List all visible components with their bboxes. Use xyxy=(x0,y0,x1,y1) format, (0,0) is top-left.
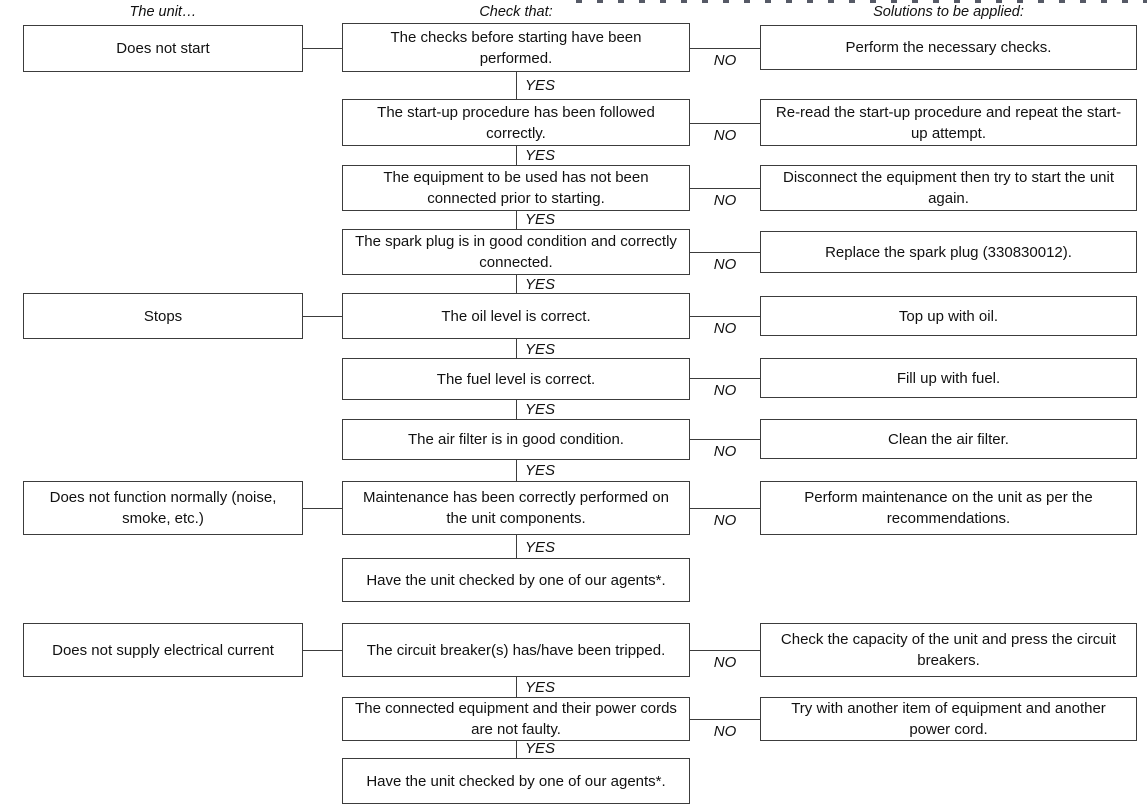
check-box: The oil level is correct. xyxy=(342,293,690,339)
no-label: NO xyxy=(713,723,737,740)
check-box: Have the unit checked by one of our agents*. xyxy=(342,758,690,804)
check-box: The fuel level is correct. xyxy=(342,358,690,400)
no-connector xyxy=(690,188,760,209)
no-label: NO xyxy=(713,192,737,209)
yes-label: YES xyxy=(525,740,556,757)
no-connector xyxy=(690,650,760,671)
check-box: The start-up procedure has been followed correctly. xyxy=(342,99,690,146)
yes-label: YES xyxy=(525,147,556,164)
connector-line xyxy=(303,508,342,509)
solution-box: Check the capacity of the unit and press the circuit breakers. xyxy=(760,623,1137,677)
yes-label: YES xyxy=(525,679,556,696)
yes-label: YES xyxy=(525,211,556,228)
column-header-unit: The unit… xyxy=(129,4,197,20)
no-label: NO xyxy=(713,443,737,460)
no-label: NO xyxy=(713,320,737,337)
problem-box-does-not-start: Does not start xyxy=(23,25,303,72)
solution-box: Fill up with fuel. xyxy=(760,358,1137,398)
no-connector xyxy=(690,123,760,144)
solution-box: Top up with oil. xyxy=(760,296,1137,336)
connector-line xyxy=(303,650,342,651)
check-box: The air filter is in good condition. xyxy=(342,419,690,460)
problem-box-no-electric-current: Does not supply electrical current xyxy=(23,623,303,677)
check-box: The connected equipment and their power cords are not faulty. xyxy=(342,697,690,741)
solution-box: Re-read the start-up procedure and repeat the start-up attempt. xyxy=(760,99,1137,146)
connector-line xyxy=(303,48,342,49)
solution-box: Replace the spark plug (330830012). xyxy=(760,231,1137,273)
yes-label: YES xyxy=(525,77,556,94)
no-label: NO xyxy=(713,654,737,671)
check-box: The spark plug is in good condition and correctly connected. xyxy=(342,229,690,275)
problem-box-stops: Stops xyxy=(23,293,303,339)
check-box: The circuit breaker(s) has/have been tripped. xyxy=(342,623,690,677)
connector-line xyxy=(516,211,517,229)
no-connector xyxy=(690,508,760,529)
check-box: Maintenance has been correctly performed on the unit components. xyxy=(342,481,690,535)
check-box: The checks before starting have been performed. xyxy=(342,23,690,72)
scan-artifact-line xyxy=(576,0,1147,3)
no-connector xyxy=(690,378,760,399)
yes-label: YES xyxy=(525,401,556,418)
check-box: Have the unit checked by one of our agents*. xyxy=(342,558,690,602)
connector-line xyxy=(516,146,517,165)
connector-line xyxy=(516,72,517,99)
no-connector xyxy=(690,48,760,69)
problem-box-not-normal: Does not function normally (noise, smoke, etc.) xyxy=(23,481,303,535)
no-connector xyxy=(690,252,760,273)
connector-line xyxy=(516,339,517,358)
connector-line xyxy=(303,316,342,317)
yes-label: YES xyxy=(525,462,556,479)
connector-line xyxy=(516,741,517,758)
solution-box: Perform the necessary checks. xyxy=(760,25,1137,70)
no-connector xyxy=(690,316,760,337)
no-connector xyxy=(690,719,760,740)
no-label: NO xyxy=(713,52,737,69)
column-header-check: Check that: xyxy=(479,4,553,20)
no-label: NO xyxy=(713,127,737,144)
connector-line xyxy=(516,535,517,558)
solution-box: Disconnect the equipment then try to start the unit again. xyxy=(760,165,1137,211)
solution-box: Clean the air filter. xyxy=(760,419,1137,459)
connector-line xyxy=(516,400,517,419)
no-label: NO xyxy=(713,512,737,529)
solution-box: Try with another item of equipment and another power cord. xyxy=(760,697,1137,741)
connector-line xyxy=(516,677,517,697)
connector-line xyxy=(516,460,517,481)
yes-label: YES xyxy=(525,539,556,556)
no-label: NO xyxy=(713,382,737,399)
column-header-solutions: Solutions to be applied: xyxy=(873,4,1024,20)
yes-label: YES xyxy=(525,341,556,358)
no-connector xyxy=(690,439,760,460)
solution-box: Perform maintenance on the unit as per the recommendations. xyxy=(760,481,1137,535)
yes-label: YES xyxy=(525,276,556,293)
connector-line xyxy=(516,275,517,293)
check-box: The equipment to be used has not been connected prior to starting. xyxy=(342,165,690,211)
no-label: NO xyxy=(713,256,737,273)
